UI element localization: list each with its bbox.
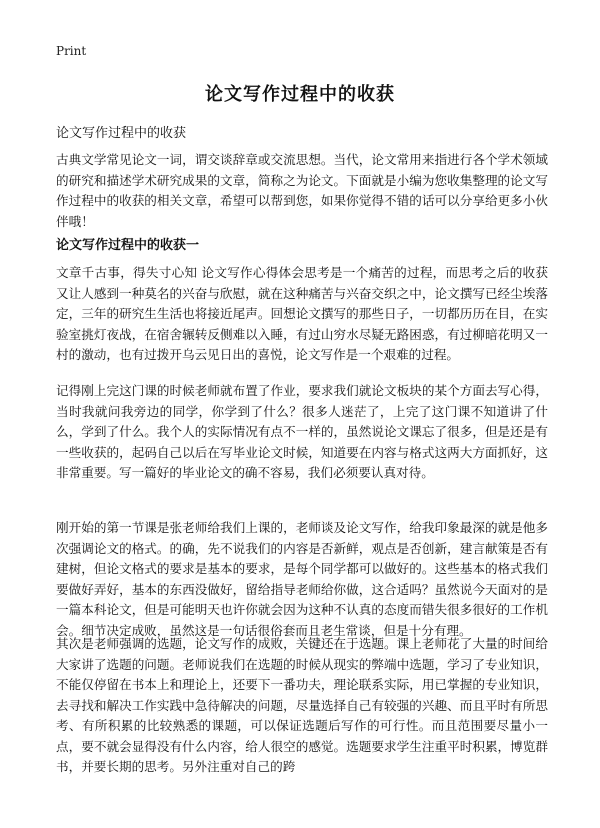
body-paragraph: 其次是老师强调的选题，论文写作的成败，关键还在于选题。课上老师花了大量的时间给大家讲了选题的问题。老师说我们在选题的时候从现实的弊端中选题，学习了专业知识，不能仅停留在书本上和理论上，还要下一番功夫，理论联系实际，用已掌握的专业知识，去寻找和解决工作实践中急待解决的问题，尽量选择自己有较强的兴趣、而且平时有所思考、有所积累的比较熟悉的课题，可以保证选题后写作的可行性。而且范围要尽量小一点，要不就会显得没有什么内容，给人很空的感觉。选题要求学生注重平时积累，博览群书，并要长期的思考。另外注重对自己的跨: [56, 636, 548, 774]
body-paragraph: 记得刚上完这门课的时候老师就布置了作业，要求我们就论文板块的某个方面去写心得，当时我就问我旁边的同学，你学到了什么？很多人迷茫了，上完了这门课不知道讲了什么，学到了什么。我个人的实际情况有点不一样的，虽然说论文课忘了很多，但是还是有一些收获的，起码自己以后在写毕业论文时候，知道要在内容与格式这两大方面抓好，这非常重要。写一篇好的毕业论文的确不容易，我们必须要认真对待。: [56, 383, 548, 480]
body-paragraph: 文章千古事，得失寸心知 论文写作心得体会思考是一个痛苦的过程，而思考之后的收获又让人感到一种莫名的兴奋与欣慰，就在这种痛苦与兴奋交织之中，论文撰写已经尘埃落定，三年的研究生生活也将接近尾声。回想论文撰写的那些日子，一切都历历在目，在实验室挑灯夜战，在宿舍辗转反侧难以入睡，有过山穷水尽疑无路困惑，有过柳暗花明又一村的激动，也有过拨开乌云见日出的喜悦，论文写作是一个艰难的过程。: [56, 265, 548, 362]
page-title: 论文写作过程中的收获: [205, 84, 395, 105]
article-subtitle: 论文写作过程中的收获: [56, 126, 187, 141]
body-paragraph: 刚开始的第一节课是张老师给我们上课的，老师谈及论文写作，给我印象最深的就是他多次强调论文的格式。的确，先不说我们的内容是否新鲜，观点是否创新，建言献策是否有建树，但论文格式的要求是基本的要求，是每个同学都可以做好的。这些基本的格式我们要做好弄好，基本的东西没做好，留给指导老师给你做，这合适吗？虽然说今天面对的是一篇本科论文，但是可能明天也许你就会因为这种不认真的态度而错失很多很好的工作机会。细节决定成败，虽然这是一句话很俗套而且老生常谈，但是十分有理。: [56, 520, 548, 638]
section-heading: 论文写作过程中的收获一: [56, 238, 200, 253]
intro-paragraph: 古典文学常见论文一词，谓交谈辞章或交流思想。当代，论文常用来指进行各个学术领域的研究和描述学术研究成果的文章，简称之为论文。下面就是小编为您收集整理的论文写作过程中的收获的相关文章，希望可以帮到您，如果你觉得不错的话可以分享给更多小伙伴哦！: [56, 152, 548, 229]
print-link[interactable]: Print: [56, 44, 87, 58]
